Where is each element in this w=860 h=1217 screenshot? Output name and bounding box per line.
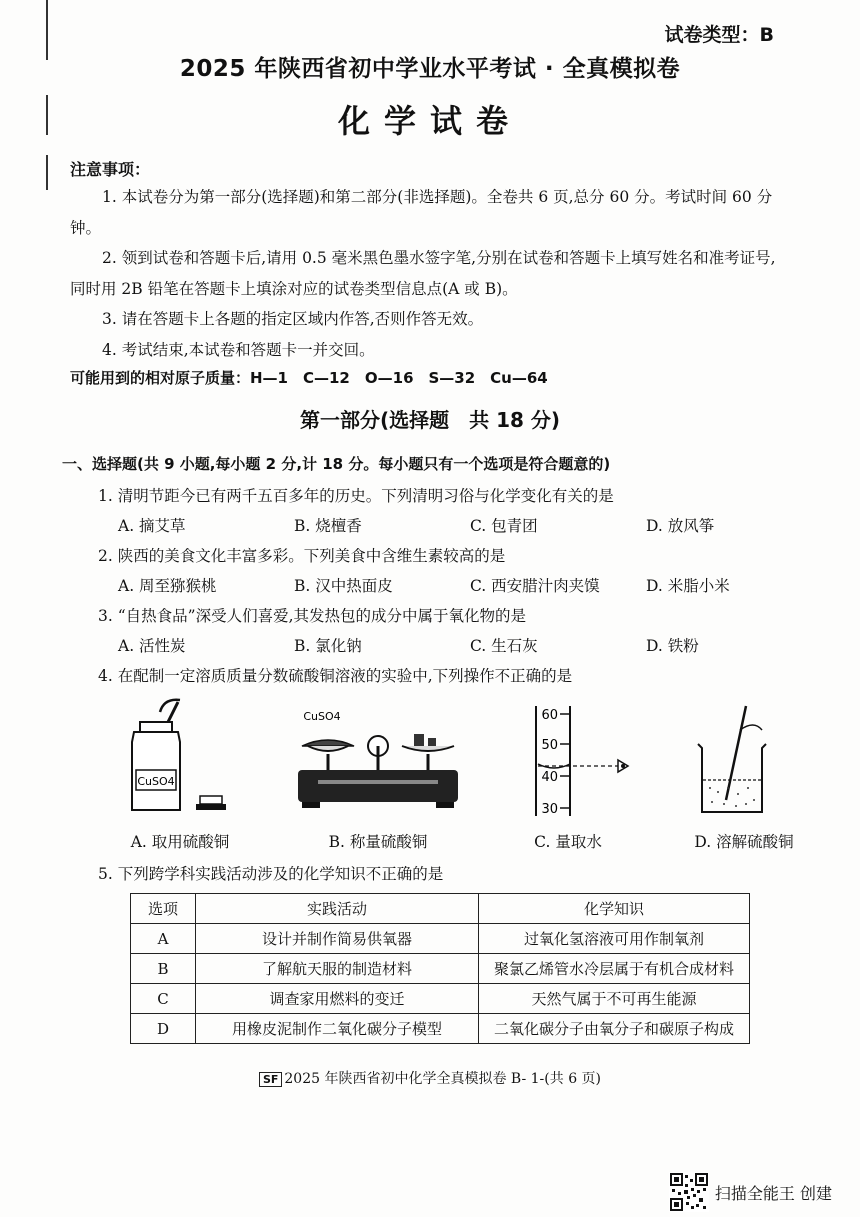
cylinder-tick: 50	[541, 738, 558, 753]
table-header: 化学知识	[479, 894, 750, 924]
notice-title: 注意事项：	[70, 160, 151, 179]
notice-item: 2. 领到试卷和答题卡后,请用 0.5 毫米黑色墨水签字笔,分别在试卷和答题卡上填写姓名和准考证号,同时用 2B 铅笔在答题卡上填涂对应的试卷类型信息点(A 或 B)。	[70, 249, 776, 298]
option: D. 铁粉	[646, 637, 699, 655]
table-cell: A	[131, 924, 196, 954]
option: D. 放风筝	[646, 517, 715, 535]
question-stem: 4. 在配制一定溶质质量分数硫酸铜溶液的实验中,下列操作不正确的是	[98, 667, 573, 685]
table-cell: 聚氯乙烯管水冷层属于有机合成材料	[479, 954, 750, 984]
part1-heading: 第一部分(选择题 共 18 分)	[299, 408, 561, 432]
figure-caption: B. 称量硫酸铜	[328, 833, 428, 851]
question5-table	[130, 893, 750, 1044]
figure-reagent-jar	[120, 692, 240, 817]
option: A. 活性炭	[118, 637, 186, 655]
table-cell: 过氧化氢溶液可用作制氧剂	[479, 924, 750, 954]
paper-type: 试卷类型：B	[664, 24, 774, 46]
figure-caption: C. 量取水	[534, 833, 602, 851]
option: A. 摘艾草	[118, 517, 186, 535]
option: C. 包青团	[470, 517, 538, 535]
atomic-masses: 可能用到的相对原子质量：H—1 C—12 O—16 S—32 Cu—64	[70, 369, 548, 387]
table-cell: 用橡皮泥制作二氧化碳分子模型	[196, 1014, 479, 1044]
cylinder-tick: 40	[541, 770, 558, 785]
footer-badge: SF	[259, 1072, 282, 1087]
figure-beaker	[690, 700, 780, 820]
jar-label: CuSO4	[137, 775, 175, 788]
option: D. 米脂小米	[646, 577, 730, 595]
table-cell: 二氧化碳分子由氧分子和碳原子构成	[479, 1014, 750, 1044]
option: A. 周至猕猴桃	[118, 577, 217, 595]
question-options	[118, 574, 798, 596]
table-cell: 了解航天服的制造材料	[196, 954, 479, 984]
table-cell: D	[131, 1014, 196, 1044]
figure-cylinder	[530, 700, 640, 820]
option: C. 西安腊汁肉夹馍	[470, 577, 600, 595]
balance-label: CuSO4	[303, 710, 341, 723]
table-row	[131, 954, 750, 984]
table-row	[131, 924, 750, 954]
table-header: 选项	[131, 894, 196, 924]
table-cell: 设计并制作简易供氧器	[196, 924, 479, 954]
notice-item: 3. 请在答题卡上各题的指定区域内作答,否则作答无效。	[102, 310, 484, 328]
watermark-text: 扫描全能王 创建	[714, 1183, 832, 1203]
figure-balance	[288, 706, 468, 816]
binding-line	[46, 155, 48, 190]
scanner-watermark	[669, 1172, 832, 1212]
table-header-row	[131, 894, 750, 924]
option: B. 烧檀香	[294, 517, 362, 535]
notice-item: 1. 本试卷分为第一部分(选择题)和第二部分(非选择题)。全卷共 6 页,总分 60 分。考试时间 60 分钟。	[70, 188, 773, 237]
notice-item: 4. 考试结束,本试卷和答题卡一并交回。	[102, 341, 375, 359]
figure-caption: D. 溶解硫酸铜	[694, 833, 794, 851]
option: B. 氯化钠	[294, 637, 362, 655]
table-cell: 天然气属于不可再生能源	[479, 984, 750, 1014]
question-options	[118, 634, 798, 656]
table-row	[131, 1014, 750, 1044]
table-cell: 调查家用燃料的变迁	[196, 984, 479, 1014]
option: C. 生石灰	[470, 637, 538, 655]
question-stem: 5. 下列跨学科实践活动涉及的化学知识不正确的是	[98, 865, 444, 883]
exam-subject: 化学试卷	[337, 102, 522, 140]
table-cell: C	[131, 984, 196, 1014]
qr-code-icon	[669, 1172, 709, 1212]
section-instruction: 一、选择题(共 9 小题,每小题 2 分,计 18 分。每小题只有一个选项是符合题意的)	[62, 455, 611, 473]
page-footer	[0, 1068, 860, 1088]
question-stem: 2. 陕西的美食文化丰富多彩。下列美食中含维生素较高的是	[98, 547, 506, 565]
question-options	[118, 514, 798, 536]
table-row	[131, 984, 750, 1014]
figure-caption: A. 取用硫酸铜	[130, 833, 230, 851]
cylinder-tick: 30	[541, 802, 558, 817]
cylinder-tick: 60	[541, 708, 558, 723]
table-cell: B	[131, 954, 196, 984]
footer-text: 2025 年陕西省初中化学全真模拟卷 B- 1-(共 6 页)	[284, 1071, 602, 1087]
question-stem: 3. “自热食品”深受人们喜爱,其发热包的成分中属于氧化物的是	[98, 607, 526, 625]
table-header: 实践活动	[196, 894, 479, 924]
option: B. 汉中热面皮	[294, 577, 393, 595]
question-stem: 1. 清明节距今已有两千五百多年的历史。下列清明习俗与化学变化有关的是	[98, 487, 614, 505]
exam-title: 2025 年陕西省初中学业水平考试 · 全真模拟卷	[179, 56, 681, 82]
